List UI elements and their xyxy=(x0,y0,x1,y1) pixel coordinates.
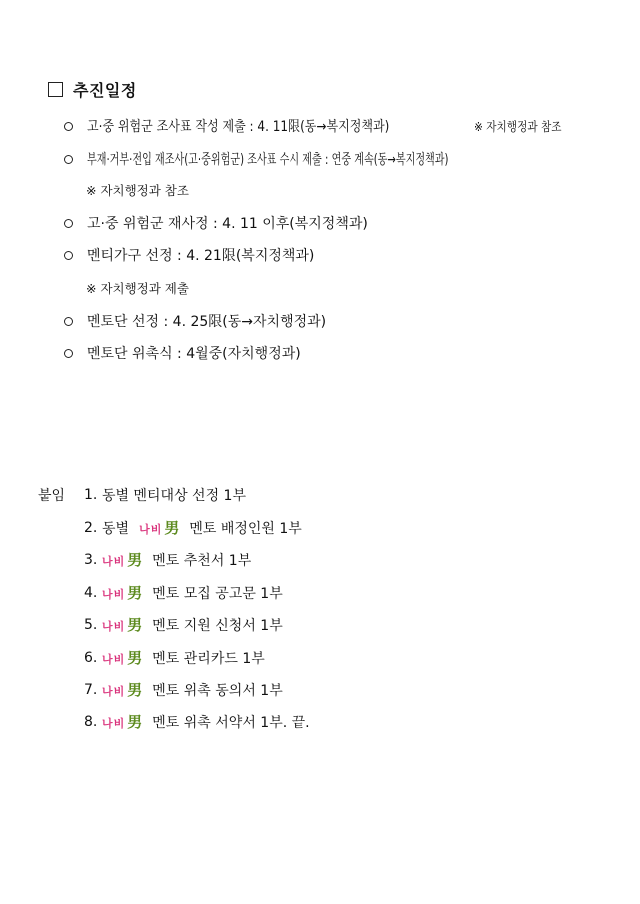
attachment-item: 1. 동별 멘티대상 선정 1부 xyxy=(84,487,246,504)
attachment-item: 8. 나비 男 멘토 위촉 서약서 1부. 끝. xyxy=(84,713,310,731)
circle-bullet-icon xyxy=(64,251,73,260)
circle-bullet-icon xyxy=(64,317,73,326)
square-bullet-icon xyxy=(48,82,63,97)
nabinam-logo: 나비 男 xyxy=(102,681,143,699)
schedule-item-text: 고·중 위험군 조사표 작성 제출 : 4. 11限(동→복지정책과) xyxy=(87,119,390,135)
schedule-item-3 xyxy=(64,213,368,233)
schedule-item-4-note: ※ 자치행정과 제출 xyxy=(86,281,189,296)
schedule-item-2 xyxy=(64,149,589,169)
nabinam-logo: 나비 男 xyxy=(102,713,143,731)
attachment-item: 3. 나비 男 멘토 추천서 1부 xyxy=(84,551,252,569)
circle-bullet-icon xyxy=(64,155,73,164)
nabinam-logo: 나비 男 xyxy=(102,649,143,667)
nabinam-logo: 나비 男 xyxy=(102,551,143,569)
circle-bullet-icon xyxy=(64,349,73,358)
attachment-item: 4. 나비 男 멘토 모집 공고문 1부 xyxy=(84,584,283,602)
schedule-item-4 xyxy=(64,245,314,265)
circle-bullet-icon xyxy=(64,219,73,228)
schedule-item-text: 부재·거부·전입 재조사(고·중위험군) 조사표 수시 제출 : 연중 계속(동→복지정책과) xyxy=(87,152,449,168)
attachment-item: 5. 나비 男 멘토 지원 신청서 1부 xyxy=(84,616,283,634)
attachment-item: 7. 나비 男 멘토 위촉 동의서 1부 xyxy=(84,681,283,699)
schedule-item-text: 멘티가구 선정 : 4. 21限(복지정책과) xyxy=(87,248,315,264)
section-title: 추진일정 xyxy=(73,81,137,100)
schedule-item-6 xyxy=(64,343,301,363)
attachment-item: 6. 나비 男 멘토 관리카드 1부 xyxy=(84,649,265,667)
schedule-item-5 xyxy=(64,311,326,331)
schedule-item-text: 멘토단 위촉식 : 4월중(자치행정과) xyxy=(87,346,301,362)
attachments-label: 붙임 xyxy=(38,488,66,504)
nabinam-logo: 나비 男 xyxy=(102,584,143,602)
attachment-item: 2. 동별 나비 男 멘토 배정인원 1부 xyxy=(84,519,302,537)
circle-bullet-icon xyxy=(64,122,73,131)
section-heading xyxy=(48,78,137,101)
schedule-item-2-note: ※ 자치행정과 참조 xyxy=(86,183,189,198)
nabinam-logo: 나비 男 xyxy=(102,616,143,634)
nabinam-logo: 나비 男 xyxy=(139,519,180,537)
schedule-item-text: 멘토단 선정 : 4. 25限(동→자치행정과) xyxy=(87,314,327,330)
schedule-item-note: ※ 자치행정과 참조 xyxy=(474,119,562,134)
schedule-item-1 xyxy=(64,116,562,136)
schedule-item-text: 고·중 위험군 재사정 : 4. 11 이후(복지정책과) xyxy=(87,216,368,232)
